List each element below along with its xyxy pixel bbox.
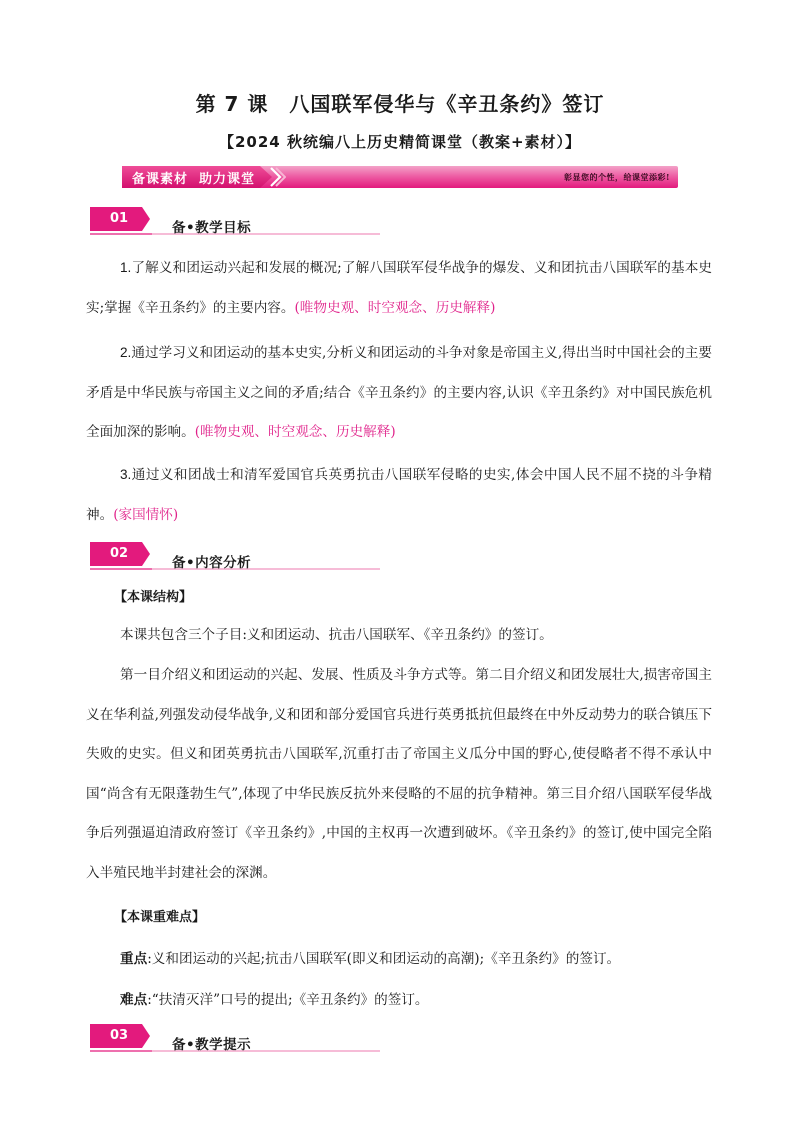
chevron-right-icon (268, 166, 286, 188)
section-number: 01 (109, 211, 129, 226)
structure-heading: 【本课结构】 (114, 590, 193, 605)
key-point-line: 重点:义和团运动的兴起;抗击八国联军(即义和团运动的高潮);《辛丑条约》的签订。 (120, 951, 621, 967)
banner-label: 备课素材 助力课堂 (132, 172, 256, 187)
section-header-tips (90, 1024, 390, 1058)
section-header-analysis (90, 542, 390, 576)
difficult-point-line: 难点:“扶清灭洋”口号的提出;《辛丑条约》的签订。 (120, 992, 429, 1008)
structure-paragraph: 本课共包含三个子目:义和团运动、抗击八国联军、《辛丑条约》的签订。 (120, 627, 553, 643)
goal-tag: (唯物史观、时空观念、历史解释) (294, 299, 496, 316)
goal-item: 2.通过学习义和团运动的基本史实,分析义和团运动的斗争对象是帝国主义,得出当时中国社会的主要矛盾是中华民族与帝国主义之间的矛盾;结合《辛丑条约》的主要内容,认识《辛丑条约》对中国民族危机全面加深的影响。(唯物史观、时空观念、历史解释) (86, 345, 712, 440)
section-title: 备•教学提示 (172, 1037, 252, 1053)
keypoints-heading: 【本课重难点】 (114, 910, 206, 925)
section-title: 备•教学目标 (172, 220, 252, 236)
section-title: 备•内容分析 (172, 555, 252, 571)
page-subtitle: 【2024 秋统编八上历史精简课堂（教案+素材）】 (218, 133, 582, 151)
section-header-goals (90, 207, 390, 241)
page-title: 第 7 课 八国联军侵华与《辛丑条约》签订 (195, 92, 605, 116)
structure-paragraph: 第一目介绍义和团运动的兴起、发展、性质及斗争方式等。第二目介绍义和团发展壮大,损害帝国主义在华利益,列强发动侵华战争,义和团和部分爱国官兵进行英勇抵抗但最终在中外反动势力的联合镇压下失败的史实。但义和团英勇抗击八国联军,沉重打击了帝国主义瓜分中国的野心,使侵略者不得不承认中国“尚含有无限蓬勃生气”,体现了中华民族反抗外来侵略的不屈的抗争精神。第三目介绍八国联军侵华战争后列强逼迫清政府签订《辛丑条约》,中国的主权再一次遭到破坏。《辛丑条约》的签订,使中国完全陷入半殖民地半封建社会的深渊。 (86, 667, 712, 881)
goal-item: 3.通过义和团战士和清军爱国官兵英勇抗击八国联军侵略的史实,体会中国人民不屈不挠的斗争精神。(家国情怀) (86, 467, 712, 523)
section-number: 03 (109, 1028, 129, 1043)
section-number: 02 (109, 546, 129, 561)
goal-tag: (唯物史观、时空观念、历史解释) (194, 424, 396, 440)
goal-tag: (家国情怀) (113, 506, 179, 523)
goal-item: 1.了解义和团运动兴起和发展的概况;了解八国联军侵华战争的爆发、义和团抗击八国联军的基本史实;掌握《辛丑条约》的主要内容。(唯物史观、时空观念、历史解释) (86, 260, 712, 316)
banner-slogan: 彰显您的个性，给课堂添彩! (563, 172, 670, 182)
